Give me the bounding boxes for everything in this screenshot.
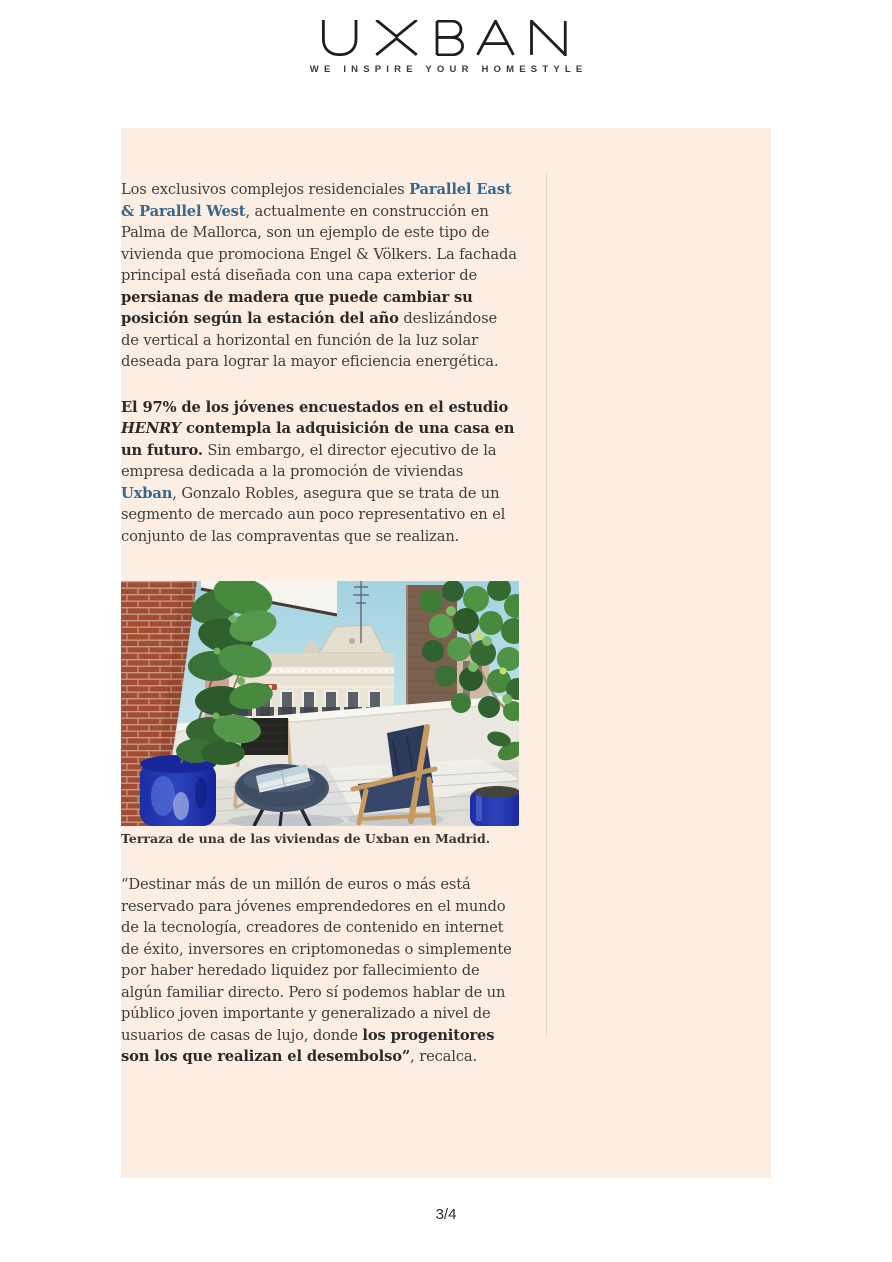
bold-run: los progenitores son los que realizan el desembolso” xyxy=(121,1026,495,1065)
brand-wordmark-graphic xyxy=(320,20,572,56)
bold-italic-run: HENRY xyxy=(121,420,181,437)
brand-logo xyxy=(320,20,572,56)
terrace-photo xyxy=(121,581,519,826)
text-run: Sin embargo, el director ejecutivo de la empresa dedicada a la promoción de viviendas xyxy=(121,441,497,480)
article-figure xyxy=(121,581,519,847)
photo-caption: Terraza de una de las viviendas de Uxban en Madrid. xyxy=(121,831,491,846)
text-run: Los exclusivos complejos residenciales xyxy=(121,181,410,198)
text-run: , actualmente en construcción en Palma de Mallorca, son un ejemplo de este tipo de vivienda que promociona Engel & Völkers. La fachada principal está diseñada con una capa exterior de xyxy=(121,202,517,284)
bold-run: El 97% de los jóvenes encuestados en el estudio xyxy=(121,398,509,416)
text-run: , Gonzalo Robles, asegura que se trata de un segmento de mercado aun poco representativo en el conjunto de las compraventas que se realizan. xyxy=(121,484,506,545)
brand-tagline: WE INSPIRE YOUR HOMESTYLE xyxy=(309,64,588,75)
link-uxban[interactable]: Uxban xyxy=(121,484,173,502)
brand-name xyxy=(320,56,321,57)
bold-run: persianas de madera que puede cambiar su posición según la estación del año xyxy=(121,288,473,327)
paragraph-henry-study xyxy=(121,397,519,548)
text-run: “Destinar más de un millón de euros o más está reservado para jóvenes emprendedores en el mundo de la tecnología, creadores de contenido en internet de éxito, inversores en criptomonedas o simplemente por haber heredado liquidez por fallecimiento de algún familiar directo. Pero sí podemos hablar de un público joven importante y generalizado a nivel de usuarios de casas de lujo, donde xyxy=(121,876,512,1044)
page-indicator: 3/4 xyxy=(435,1206,457,1223)
text-run: deslizándose de vertical a horizontal en función de la luz solar deseada para lograr la mayor eficiencia energética. xyxy=(121,310,499,370)
article-panel xyxy=(121,128,771,1178)
paragraph-residential-complexes xyxy=(121,179,519,373)
masthead xyxy=(0,20,892,75)
link-parallel-east-west[interactable]: Parallel East & Parallel West xyxy=(121,181,512,220)
column-divider xyxy=(546,172,547,1038)
paragraph-quote xyxy=(121,874,519,1068)
article-text-column xyxy=(121,128,519,1068)
text-run: , recalca. xyxy=(410,1048,478,1065)
bold-run: contempla la adquisición de una casa en un futuro. xyxy=(121,420,515,459)
